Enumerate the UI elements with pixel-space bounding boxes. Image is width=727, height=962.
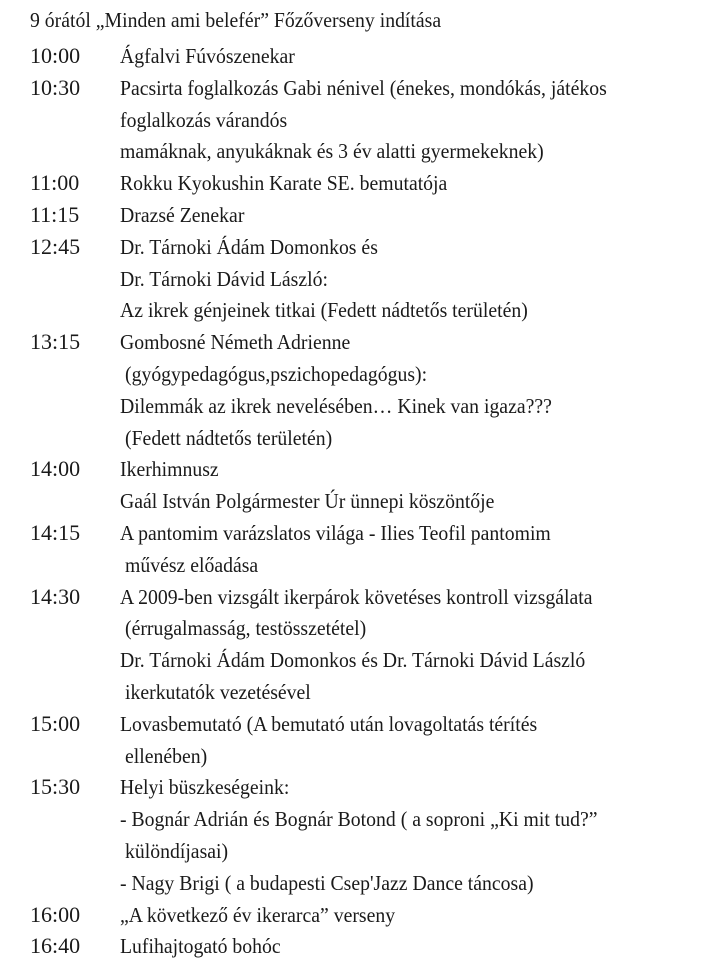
schedule-text-line: Az ikrek génjeinek titkai (Fedett nádtetős területén) bbox=[120, 298, 528, 323]
schedule-text-line: Ágfalvi Fúvószenekar bbox=[120, 44, 295, 68]
schedule-time: 14:15 bbox=[30, 520, 81, 545]
schedule-text-line: Dr. Tárnoki Dávid László: bbox=[120, 266, 328, 291]
schedule-text-line: A pantomim varázslatos világa - Ilies Teofil pantomim bbox=[120, 521, 551, 545]
schedule-time: 10:30 bbox=[30, 74, 81, 100]
schedule-time: 13:15 bbox=[30, 329, 81, 355]
schedule-time: 15:00 bbox=[30, 710, 81, 736]
schedule-text-line: Lovasbemutató (A bemutató után lovagoltatás térítés bbox=[120, 711, 538, 736]
schedule-time: 10:00 bbox=[30, 43, 81, 68]
schedule-text-line: Dilemmák az ikrek nevelésében… Kinek van igaza??? bbox=[120, 393, 552, 418]
schedule-text-line: Rokku Kyokushin Karate SE. bemutatója bbox=[120, 171, 448, 196]
schedule-text-line: - Nagy Brigi ( a budapesti Csep'Jazz Dance táncosa) bbox=[120, 870, 534, 895]
schedule-text-line: Drazsé Zenekar bbox=[120, 203, 245, 227]
schedule-text-line: művész előadása bbox=[125, 552, 259, 577]
schedule-time: 14:30 bbox=[30, 583, 81, 609]
schedule-text-line: ikerkutatók vezetésével bbox=[125, 679, 311, 704]
schedule-time: 16:40 bbox=[30, 933, 81, 959]
schedule-text-line: foglalkozás várandós bbox=[120, 107, 288, 132]
schedule-text-line: különdíjasai) bbox=[125, 838, 229, 863]
schedule-time: 14:00 bbox=[30, 456, 81, 482]
schedule-text-line: Lufihajtogató bohóc bbox=[120, 934, 281, 959]
schedule-text-line: (gyógypedagógus,pszichopedagógus): bbox=[125, 361, 428, 386]
schedule-text-line: (érrugalmasság, testösszetétel) bbox=[125, 616, 367, 641]
schedule-text-line: Dr. Tárnoki Ádám Domonkos és bbox=[120, 234, 378, 259]
schedule-text-line: Dr. Tárnoki Ádám Domonkos és Dr. Tárnoki Dávid László bbox=[120, 648, 586, 673]
schedule-time: 16:00 bbox=[30, 901, 81, 927]
schedule-text-line: Gombosné Németh Adrienne bbox=[120, 330, 351, 355]
schedule-text-line: Pacsirta foglalkozás Gabi nénivel (énekes, mondókás, játékos bbox=[120, 75, 607, 100]
schedule-time: 11:15 bbox=[30, 202, 80, 227]
schedule-time: 11:00 bbox=[30, 170, 80, 196]
schedule-text-line: mamáknak, anyukáknak és 3 év alatti gyermekeknek) bbox=[120, 139, 544, 164]
schedule-text-line: Helyi büszkeségeink: bbox=[120, 775, 290, 800]
schedule-text-line: (Fedett nádtetős területén) bbox=[125, 425, 333, 450]
schedule-text-line: „A következő év ikerarca” verseny bbox=[120, 902, 396, 927]
schedule-text-line: - Bognár Adrián és Bognár Botond ( a soproni „Ki mit tud?” bbox=[120, 807, 598, 832]
intro-line: 9 órától „Minden ami belefér” Főzőverseny indítása bbox=[30, 8, 442, 32]
schedule-time: 12:45 bbox=[30, 233, 81, 259]
schedule-time: 15:30 bbox=[30, 774, 81, 800]
schedule-text-line: ellenében) bbox=[125, 743, 208, 768]
schedule-text-line: A 2009-ben vizsgált ikerpárok követéses kontroll vizsgálata bbox=[120, 584, 593, 609]
schedule-text-line: Ikerhimnusz bbox=[120, 457, 219, 482]
schedule-text-line: Gaál István Polgármester Úr ünnepi köszöntője bbox=[120, 489, 495, 514]
